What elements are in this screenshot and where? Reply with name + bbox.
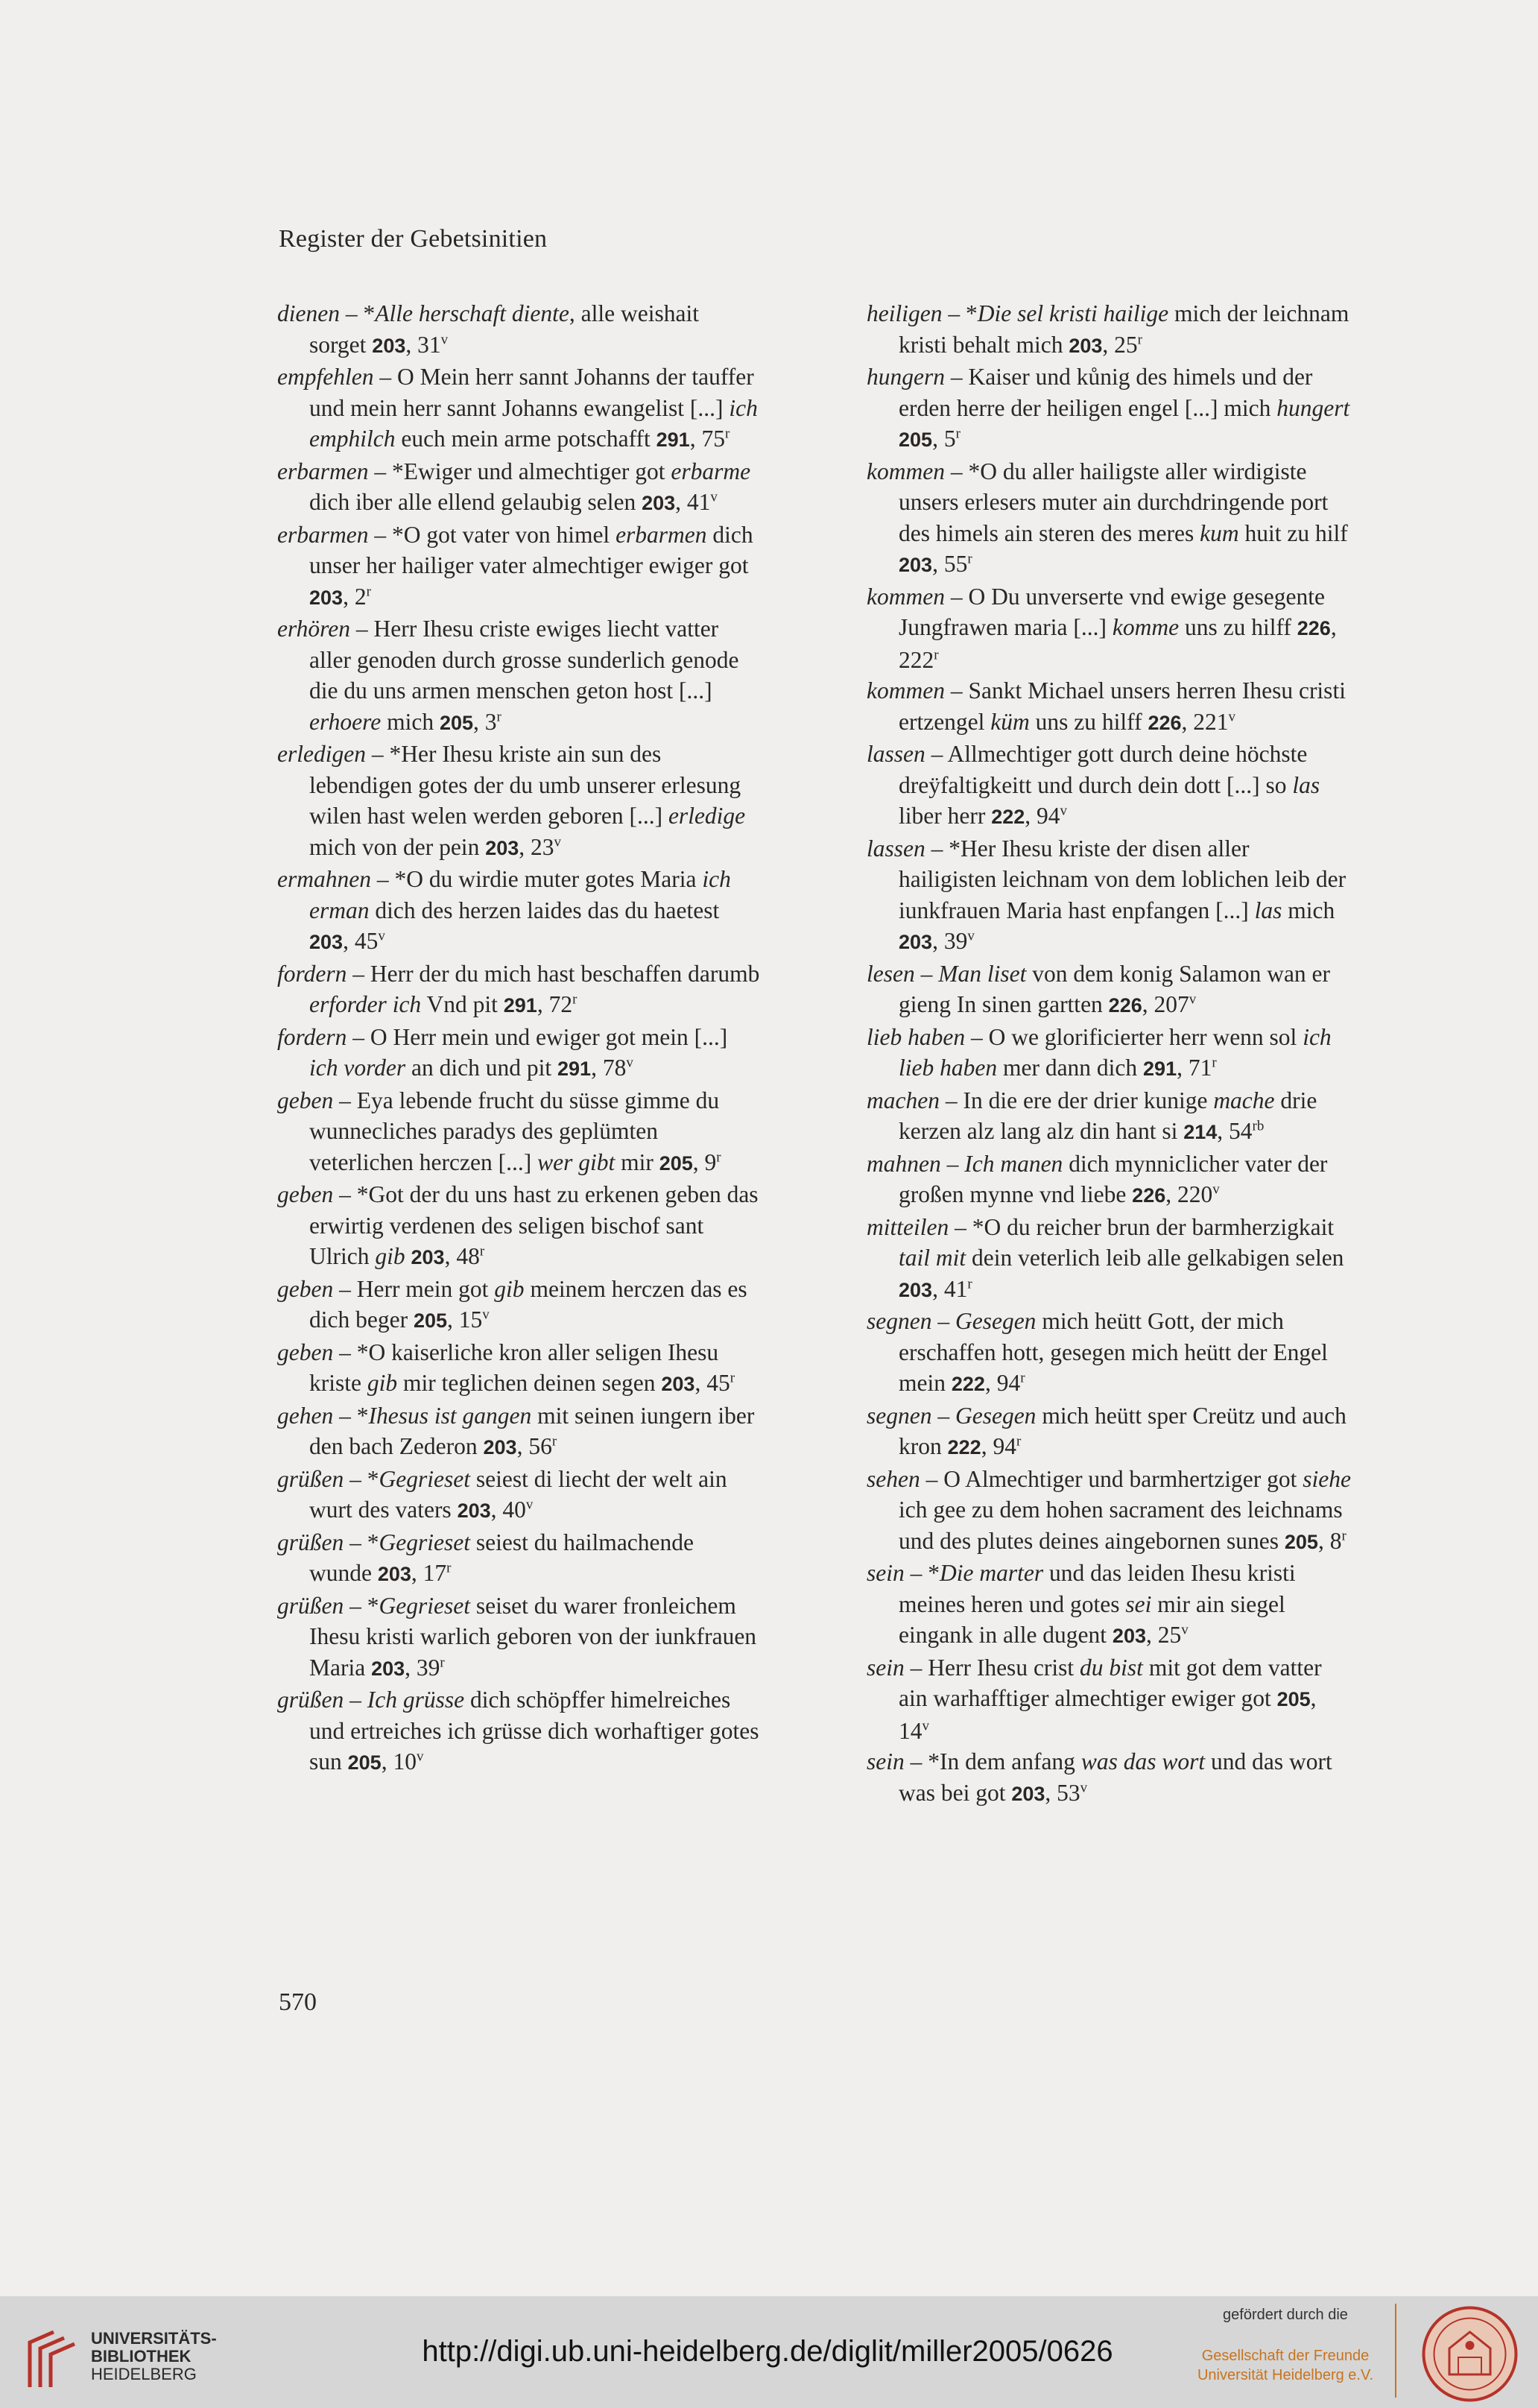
folio-side: r: [1020, 1370, 1025, 1386]
entry-reference: 203, 56$^r$: [483, 1433, 557, 1459]
entry-keyword: geben: [277, 1339, 334, 1365]
index-entry: lassen – Allmechtiger gott durch deine höchste dreÿfaltigkeitt und durch dein dott [...] so las liber herr 222, 94$^v$: [867, 741, 1320, 829]
entry-keyword: sein: [867, 1654, 905, 1681]
manuscript-number: 205: [439, 711, 474, 734]
index-entry: gehen – *Ihesus ist gangen mit seinen iungern iber den bach Zederon 203, 56$^r$: [277, 1402, 755, 1459]
folio-number: 53: [1057, 1779, 1080, 1806]
index-entry: geben – *Got der du uns hast zu erkenen geben das erwirtig verdenen des seligen bischof sant Ulrich gib 203, 48$^r$: [277, 1181, 759, 1269]
library-name-line1: UNIVERSITÄTS-: [91, 2329, 217, 2348]
folio-number: 45: [354, 928, 379, 954]
entry-reference: 205, 15$^v$: [413, 1306, 490, 1333]
folio-number: 10: [393, 1748, 417, 1775]
folio-number: 8: [1329, 1527, 1342, 1554]
entry-incipit: *Got der du uns hast zu erkenen geben das erwirtig verdenen des seligen bischof sant Ulrich gib: [309, 1181, 759, 1269]
entry-incipit: *Die marter und das leiden Ihesu kristi meines heren und gotes sei mir ain siegel eingank in alle dugent: [899, 1560, 1296, 1648]
entry-reference: 205, 5$^r$: [899, 426, 961, 452]
entry-reference: 203, 41$^r$: [899, 1275, 972, 1302]
manuscript-number: 214: [1183, 1121, 1218, 1143]
index-column-right: [867, 298, 1351, 1810]
permalink-url[interactable]: http://digi.ub.uni-heidelberg.de/diglit/miller2005/0626: [422, 2335, 1113, 2368]
entry-incipit: Herr Ihesu crist du bist mit got dem vatter ain warhafftiger almechtiger ewiger got: [899, 1654, 1322, 1711]
folio-number: 40: [502, 1497, 526, 1523]
index-entry: machen – In die ere der drier kunige mache drie kerzen alz lang alz din hant si 214, $54^{rb}$: [867, 1087, 1317, 1144]
entry-reference: 205, 14$^v$: [899, 1685, 1317, 1744]
entry-incipit: O Du unverserte vnd ewige gesegente Jungfrawen maria [...] komme uns zu hilff: [899, 583, 1325, 640]
entry-reference: 203, 25$^v$: [1112, 1622, 1189, 1648]
folio-number: 75: [701, 426, 725, 452]
folio-number: 17: [423, 1560, 447, 1586]
folio-side: v: [1189, 991, 1197, 1008]
folio-side: r: [496, 709, 501, 724]
entry-reference: 226, 222$^r$: [899, 614, 1337, 673]
manuscript-number: 203: [457, 1500, 491, 1522]
entry-incipit: In die ere der drier kunige mache drie kerzen alz lang alz din hant si: [899, 1087, 1317, 1144]
folio-side: v: [710, 489, 718, 505]
entry-keyword: grüßen: [277, 1465, 344, 1492]
entry-keyword: heiligen: [867, 300, 943, 326]
entry-incipit: Eya lebende frucht du süsse gimme du wunnecliches paradys des geplümten veterlichen herczen [...] wer gibt mir: [309, 1087, 720, 1175]
entry-incipit: *O du aller hailigste aller wirdigiste unsers erlesers muter ain durchdringende port des himels ain steren des meres kum huit zu hilf: [899, 458, 1348, 546]
university-seal-icon: [1420, 2304, 1520, 2404]
folio-side: v: [525, 1497, 534, 1513]
folio-side: rb: [1252, 1118, 1265, 1134]
folio-side: r: [440, 1655, 445, 1670]
folio-number: 5: [943, 426, 956, 452]
entry-reference: 214, $54^{rb}$: [1183, 1118, 1265, 1144]
footer-divider: [1395, 2304, 1396, 2398]
entry-reference: 203, 39$^v$: [899, 928, 975, 954]
manuscript-number: 291: [1143, 1058, 1177, 1080]
entry-reference: 203, 31$^v$: [372, 331, 449, 358]
entry-keyword: lieb haben: [867, 1023, 966, 1050]
entry-incipit: Man liset von dem konig Salamon wan er gieng In sinen gartten: [899, 960, 1331, 1017]
folio-side: v: [626, 1055, 633, 1071]
index-entry: geben – Herr mein got gib meinem herczen das es dich beger 205, 15$^v$: [277, 1275, 747, 1333]
entry-reference: 203, 2$^r$: [309, 583, 371, 610]
entry-incipit: O Mein herr sannt Johanns der tauffer und mein herr sannt Johanns ewangelist [...] ich emphilch euch mein arme potschafft: [309, 364, 758, 452]
entry-keyword: kommen: [867, 677, 945, 704]
folio-number: 54: [1229, 1118, 1253, 1144]
folio-side: v: [922, 1718, 929, 1734]
entry-reference: 205, 9$^r$: [659, 1148, 721, 1175]
index-entry: grüßen – *Gegrieset seiset du warer fronleichem Ihesu kristi warlich geboren von der iunkfrauen Maria 203, 39$^r$: [277, 1592, 757, 1681]
index-entry: hungern – Kaiser und kůnig des himels und der erden herre der heiligen engel [...] mich hungert 205, 5$^r$: [867, 364, 1350, 452]
entry-keyword: kommen: [867, 458, 945, 484]
index-entry: fordern – O Herr mein und ewiger got mein [...] ich vorder an dich und pit 291, 78$^v$: [277, 1023, 728, 1081]
folio-side: r: [1341, 1528, 1346, 1543]
manuscript-number: 203: [1112, 1625, 1146, 1647]
ub-heidelberg-logo-icon: [15, 2326, 82, 2393]
entry-reference: 226, 220$^v$: [1132, 1181, 1220, 1207]
entry-keyword: grüßen: [277, 1529, 344, 1555]
entry-reference: 291, 71$^r$: [1143, 1055, 1217, 1081]
folio-side: v: [416, 1748, 424, 1765]
entry-reference: 222, 94$^r$: [947, 1433, 1022, 1459]
manuscript-number: 203: [377, 1563, 411, 1585]
entry-keyword: lassen: [867, 741, 925, 767]
index-entry: segnen – Gesegen mich heütt Gott, der mich erschaffen hott, gesegen mich heütt der Engel mein 222, 94$^r$: [867, 1308, 1328, 1396]
index-entry: geben – *O kaiserliche kron aller seligen Ihesu kriste gib mir teglichen deinen segen 203, 45$^r$: [277, 1339, 735, 1396]
index-column-left: [277, 298, 762, 1779]
entry-keyword: mitteilen: [867, 1213, 949, 1240]
manuscript-number: 203: [899, 554, 933, 576]
folio-side: r: [967, 1276, 972, 1292]
entry-incipit: *Gegrieset seiest du hailmachende wunde: [309, 1529, 694, 1586]
manuscript-number: 203: [309, 931, 344, 953]
folio-number: 222: [899, 646, 934, 673]
entry-incipit: Allmechtiger gott durch deine höchste dreÿfaltigkeitt und durch dein dott [...] so las liber herr: [899, 741, 1320, 829]
entry-incipit: *O got vater von himel erbarmen dich unser her hailiger vater almechtiger ewiger got: [309, 521, 753, 578]
manuscript-number: 291: [557, 1058, 592, 1080]
entry-keyword: segnen: [867, 1402, 932, 1429]
entry-incipit: O Herr mein und ewiger got mein [...] ich vorder an dich und pit: [309, 1023, 728, 1081]
entry-keyword: dienen: [277, 300, 340, 326]
entry-reference: 291, 75$^r$: [656, 426, 730, 452]
folio-side: v: [378, 928, 385, 944]
footer-bar: [0, 2296, 1538, 2408]
entry-keyword: hungern: [867, 364, 945, 390]
entry-reference: 203, 25$^r$: [1069, 331, 1142, 358]
entry-incipit: *O du reicher brun der barmherzigkait tail mit dein veterlich leib alle gelkabigen selen: [899, 1213, 1344, 1271]
manuscript-number: 203: [483, 1436, 517, 1459]
folio-side: r: [1212, 1055, 1217, 1071]
folio-number: 3: [484, 708, 497, 735]
entry-incipit: *Ewiger und almechtiger got erbarme dich iber alle ellend gelaubig selen: [309, 458, 751, 515]
index-entry: fordern – Herr der du mich hast beschaffen darumb erforder ich Vnd pit 291, 72$^r$: [277, 960, 760, 1017]
manuscript-number: 203: [371, 1657, 405, 1680]
folio-number: 220: [1177, 1181, 1213, 1207]
entry-reference: 291, 78$^v$: [557, 1055, 633, 1081]
folio-number: 41: [943, 1275, 968, 1302]
index-entry: dienen – *Alle herschaft diente, alle weishait sorget 203, 31$^v$: [277, 300, 699, 358]
folio-number: 94: [996, 1370, 1021, 1396]
folio-side: r: [551, 1433, 557, 1450]
index-entry: erledigen – *Her Ihesu kriste ain sun des lebendigen gotes der du umb unserer erlesung wilen hast welen werden geboren [...] erledige mich von der pein 203, 23$^v$: [277, 741, 746, 860]
folio-side: r: [934, 647, 939, 663]
manuscript-number: 226: [1148, 711, 1182, 734]
funded-by-label: gefördert durch die: [1223, 2307, 1348, 2323]
entry-keyword: lesen: [867, 960, 915, 987]
manuscript-number: 205: [347, 1751, 382, 1774]
entry-reference: 205, 3$^r$: [439, 708, 501, 735]
folio-number: 71: [1188, 1055, 1212, 1081]
index-entry: mitteilen – *O du reicher brun der barmherzigkait tail mit dein veterlich leib alle gelkabigen selen 203, 41$^r$: [867, 1213, 1344, 1302]
entry-incipit: O we glorificierter herr wenn sol ich lieb haben mer dann dich: [899, 1023, 1332, 1081]
entry-incipit: *Die sel kristi hailige mich der leichnam kristi behalt mich: [899, 300, 1349, 358]
entry-reference: 205, 10$^v$: [347, 1748, 424, 1775]
folio-side: r: [724, 426, 730, 442]
index-entry: sein – Herr Ihesu crist du bist mit got dem vatter ain warhafftiger almechtiger ewiger got 205, 14$^v$: [867, 1654, 1322, 1744]
entry-incipit: Sankt Michael unsers herren Ihesu cristi ertzengel küm uns zu hilff: [899, 677, 1346, 735]
index-entry: geben – Eya lebende frucht du süsse gimme du wunnecliches paradys des geplümten veterlichen herczen [...] wer gibt mir 205, 9$^r$: [277, 1087, 721, 1175]
folio-number: 45: [706, 1370, 730, 1396]
manuscript-number: 205: [659, 1151, 693, 1175]
folio-side: r: [955, 426, 961, 442]
index-entry: lassen – *Her Ihesu kriste der disen aller hailigisten leichnam von dem loblichen leib der iunkfrauen Maria hast enpfangen [...] las mich 203, 39$^v$: [867, 835, 1346, 954]
index-entry: mahnen – Ich manen dich mynniclicher vater der großen mynne vnd liebe 226, 220$^v$: [867, 1150, 1328, 1207]
index-entry: grüßen – Ich grüsse dich schöpffer himelreiches und ertreiches ich grüsse dich worhaftiger gotes sun 205, 10$^v$: [277, 1687, 759, 1775]
entry-reference: 226, 221$^v$: [1148, 708, 1235, 735]
entry-incipit: Ich grüsse dich schöpffer himelreiches und ertreiches ich grüsse dich worhaftiger gotes sun: [309, 1687, 759, 1775]
folio-number: 221: [1193, 708, 1229, 735]
manuscript-number: 203: [1011, 1782, 1045, 1805]
entry-incipit: *Her Ihesu kriste ain sun des lebendigen gotes der du umb unserer erlesung wilen hast welen werden geboren [...] erledige mich von der pein: [309, 741, 746, 860]
entry-incipit: *In dem anfang was das wort und das wort was bei got: [899, 1748, 1332, 1806]
library-name-line3: HEIDELBERG: [91, 2365, 197, 2383]
index-entry: kommen – O Du unverserte vnd ewige gesegente Jungfrawen maria [...] komme uns zu hilff 226, 222$^r$: [867, 583, 1337, 673]
entry-keyword: fordern: [277, 960, 347, 987]
entry-keyword: segnen: [867, 1308, 932, 1334]
entry-keyword: sein: [867, 1748, 905, 1775]
folio-side: r: [1016, 1433, 1022, 1450]
index-entry: sein – *In dem anfang was das wort und das wort was bei got 203, 53$^v$: [867, 1748, 1332, 1806]
entry-reference: 203, 45$^v$: [309, 928, 385, 954]
manuscript-number: 205: [1284, 1530, 1318, 1553]
entry-keyword: geben: [277, 1181, 334, 1207]
folio-number: 207: [1154, 991, 1189, 1017]
index-entry: erbarmen – *Ewiger und almechtiger got erbarme dich iber alle ellend gelaubig selen 203, 41$^v$: [277, 458, 751, 515]
folio-side: v: [967, 928, 975, 944]
folio-side: v: [1212, 1181, 1220, 1198]
folio-side: r: [1137, 332, 1142, 347]
entry-keyword: grüßen: [277, 1687, 344, 1713]
folio-side: r: [716, 1149, 721, 1165]
folio-number: 2: [354, 583, 367, 610]
folio-side: r: [967, 551, 972, 567]
folio-side: v: [482, 1306, 490, 1323]
entry-incipit: *Gegrieset seiest di liecht der welt ain wurt des vaters: [309, 1465, 727, 1523]
folio-number: 39: [943, 928, 968, 954]
entry-reference: 222, 94$^r$: [951, 1370, 1025, 1396]
folio-number: 56: [528, 1433, 552, 1459]
entry-keyword: grüßen: [277, 1592, 344, 1619]
folio-number: 9: [704, 1148, 717, 1175]
library-name: [91, 2330, 217, 2383]
folio-number: 25: [1114, 331, 1138, 358]
entry-reference: 203, 23$^v$: [485, 833, 562, 860]
index-entry: sehen – O Almechtiger und barmhertziger got siehe ich gee zu dem hohen sacrament des leichnams und des plutes deines aingebornen sunes 205, 8$^r$: [867, 1465, 1351, 1554]
entry-keyword: gehen: [277, 1402, 334, 1429]
manuscript-number: 203: [899, 1278, 933, 1301]
running-header: Register der Gebetsinitien: [279, 225, 548, 253]
entry-reference: 226, 207$^v$: [1108, 991, 1197, 1017]
manuscript-number: 203: [485, 836, 519, 859]
entry-incipit: Kaiser und kůnig des himels und der erden herre der heiligen engel [...] mich hungert: [899, 364, 1350, 421]
entry-keyword: geben: [277, 1087, 334, 1113]
entry-reference: 203, 45$^r$: [661, 1370, 735, 1396]
library-name-line2: BIBLIOTHEK: [91, 2347, 192, 2366]
folio-side: r: [446, 1560, 452, 1576]
index-entry: lieb haben – O we glorificierter herr wenn sol ich lieb haben mer dann dich 291, 71$^r$: [867, 1023, 1332, 1081]
entry-incipit: *Her Ihesu kriste der disen aller hailigisten leichnam von dem loblichen leib der iunkfrauen Maria hast enpfangen [...] las mich: [899, 835, 1346, 923]
index-entry: grüßen – *Gegrieset seiest du hailmachende wunde 203, 17$^r$: [277, 1529, 694, 1586]
entry-incipit: *O kaiserliche kron aller seligen Ihesu kriste gib mir teglichen deinen segen: [309, 1339, 719, 1396]
entry-incipit: *Alle herschaft diente, alle weishait sorget: [309, 300, 699, 358]
manuscript-number: 203: [642, 492, 676, 514]
folio-number: 25: [1157, 1622, 1182, 1648]
manuscript-number: 291: [503, 994, 537, 1017]
entry-reference: 203, 55$^r$: [899, 551, 972, 577]
entry-keyword: sein: [867, 1560, 905, 1586]
manuscript-number: 205: [413, 1309, 447, 1332]
folio-side: r: [479, 1243, 485, 1260]
manuscript-number: 226: [1108, 994, 1142, 1017]
index-entry: erhören – Herr Ihesu criste ewiges liecht vatter aller genoden durch grosse sunderlich genode die du uns armen menschen geton host [...] erhoere mich 205, 3$^r$: [277, 616, 739, 735]
manuscript-number: 226: [1132, 1184, 1166, 1207]
entry-keyword: ermahnen: [277, 866, 371, 892]
folio-number: 55: [943, 551, 968, 577]
entry-keyword: erbarmen: [277, 521, 369, 548]
index-entry: heiligen – *Die sel kristi hailige mich der leichnam kristi behalt mich 203, 25$^r$: [867, 300, 1349, 358]
entry-keyword: machen: [867, 1087, 940, 1113]
manuscript-number: 222: [947, 1436, 981, 1459]
entry-incipit: Herr mein got gib meinem herczen das es dich beger: [309, 1275, 747, 1333]
entry-keyword: empfehlen: [277, 364, 374, 390]
folio-number: 39: [416, 1654, 440, 1681]
index-entry: kommen – Sankt Michael unsers herren Ihesu cristi ertzengel küm uns zu hilff 226, 221$^v$: [867, 677, 1346, 735]
entry-keyword: mahnen: [867, 1150, 941, 1177]
index-entry: segnen – Gesegen mich heütt sper Creütz und auch kron 222, 94$^r$: [867, 1402, 1346, 1459]
folio-side: r: [366, 584, 371, 599]
manuscript-number: 203: [411, 1246, 445, 1268]
manuscript-number: 205: [1276, 1688, 1311, 1710]
entry-incipit: O Almechtiger und barmhertziger got siehe ich gee zu dem hohen sacrament des leichnams und des plutes deines aingebornen sunes: [899, 1465, 1351, 1554]
entry-keyword: erbarmen: [277, 458, 369, 484]
society-name-line2: Universität Heidelberg e.V.: [1197, 2367, 1374, 2383]
index-entry: ermahnen – *O du wirdie muter gotes Maria ich erman dich des herzen laides das du haetest 203, 45$^v$: [277, 866, 731, 954]
manuscript-number: 222: [951, 1373, 985, 1395]
folio-side: v: [1228, 709, 1235, 724]
manuscript-number: 226: [1297, 617, 1331, 639]
manuscript-number: 203: [1069, 334, 1103, 357]
entry-keyword: erhören: [277, 616, 350, 642]
entry-keyword: fordern: [277, 1023, 347, 1050]
folio-number: 23: [531, 833, 554, 860]
entry-incipit: *Ihesus ist gangen mit seinen iungern iber den bach Zederon: [309, 1402, 755, 1459]
folio-number: 14: [899, 1717, 923, 1744]
folio-number: 41: [686, 489, 711, 515]
entry-reference: 203, 53$^v$: [1011, 1779, 1088, 1806]
index-entry: lesen – Man liset von dem konig Salamon wan er gieng In sinen gartten 226, 207$^v$: [867, 960, 1331, 1017]
entry-reference: 291, 72$^r$: [503, 991, 577, 1017]
entry-keyword: erledigen: [277, 741, 366, 767]
entry-reference: 203, 17$^r$: [377, 1560, 452, 1586]
folio-side: v: [1060, 803, 1067, 819]
entry-incipit: Gesegen mich heütt Gott, der mich erschaffen hott, gesegen mich heütt der Engel mein: [899, 1308, 1328, 1396]
entry-incipit: Ich manen dich mynniclicher vater der großen mynne vnd liebe: [899, 1150, 1328, 1207]
funding-note: [1185, 2307, 1386, 2385]
entry-keyword: kommen: [867, 583, 945, 610]
index-entry: empfehlen – O Mein herr sannt Johanns der tauffer und mein herr sannt Johanns ewangelist [...] ich emphilch euch mein arme potschafft 291, 75$^r$: [277, 364, 758, 452]
entry-incipit: Herr Ihesu criste ewiges liecht vatter aller genoden durch grosse sunderlich genode die du uns armen menschen geton host [...] erhoere mich: [309, 616, 739, 735]
folio-side: r: [730, 1370, 735, 1386]
manuscript-number: 205: [899, 429, 933, 451]
folio-number: 94: [993, 1433, 1016, 1459]
folio-side: v: [554, 834, 562, 850]
folio-number: 15: [458, 1306, 483, 1333]
folio-number: 94: [1037, 803, 1060, 829]
entry-incipit: *O du wirdie muter gotes Maria ich erman dich des herzen laides das du haetest: [309, 866, 731, 923]
entry-incipit: Gesegen mich heütt sper Creütz und auch kron: [899, 1402, 1346, 1459]
entry-reference: 203, 41$^v$: [642, 489, 718, 515]
entry-reference: 205, 8$^r$: [1284, 1527, 1346, 1554]
entry-keyword: sehen: [867, 1465, 920, 1492]
index-entry: erbarmen – *O got vater von himel erbarmen dich unser her hailiger vater almechtiger ewiger got 203, 2$^r$: [277, 521, 753, 610]
manuscript-number: 203: [899, 931, 933, 953]
entry-reference: 203, 39$^r$: [371, 1654, 445, 1681]
folio-number: 31: [417, 331, 441, 358]
manuscript-number: 291: [656, 429, 690, 451]
manuscript-number: 222: [991, 806, 1025, 828]
folio-number: 48: [456, 1243, 480, 1269]
entry-reference: 222, 94$^v$: [991, 803, 1067, 829]
manuscript-number: 203: [372, 334, 406, 357]
entry-keyword: geben: [277, 1275, 334, 1302]
society-name-line1: Gesellschaft der Freunde: [1201, 2348, 1370, 2364]
folio-side: r: [572, 991, 577, 1008]
folio-number: 78: [602, 1055, 627, 1081]
manuscript-number: 203: [661, 1373, 695, 1395]
entry-reference: 203, 48$^r$: [411, 1243, 485, 1269]
folio-side: v: [1080, 1780, 1088, 1795]
page-number: 570: [279, 1988, 317, 2016]
folio-side: v: [1181, 1622, 1189, 1638]
index-entry: grüßen – *Gegrieset seiest di liecht der welt ain wurt des vaters 203, 40$^v$: [277, 1465, 727, 1523]
folio-number: 72: [548, 991, 573, 1017]
entry-incipit: *Gegrieset seiset du warer fronleichem Ihesu kristi warlich geboren von der iunkfrauen Maria: [309, 1592, 757, 1681]
index-entry: kommen – *O du aller hailigste aller wirdigiste unsers erlesers muter ain durchdringende port des himels ain steren des meres kum huit zu hilf 203, 55$^r$: [867, 458, 1348, 577]
entry-reference: 203, 40$^v$: [457, 1497, 534, 1523]
manuscript-number: 203: [309, 586, 344, 609]
folio-side: v: [440, 332, 449, 347]
entry-incipit: Herr der du mich hast beschaffen darumb erforder ich Vnd pit: [309, 960, 760, 1017]
index-entry: sein – *Die marter und das leiden Ihesu kristi meines heren und gotes sei mir ain siegel eingank in alle dugent 203, 25$^v$: [867, 1560, 1296, 1648]
entry-keyword: lassen: [867, 835, 925, 862]
